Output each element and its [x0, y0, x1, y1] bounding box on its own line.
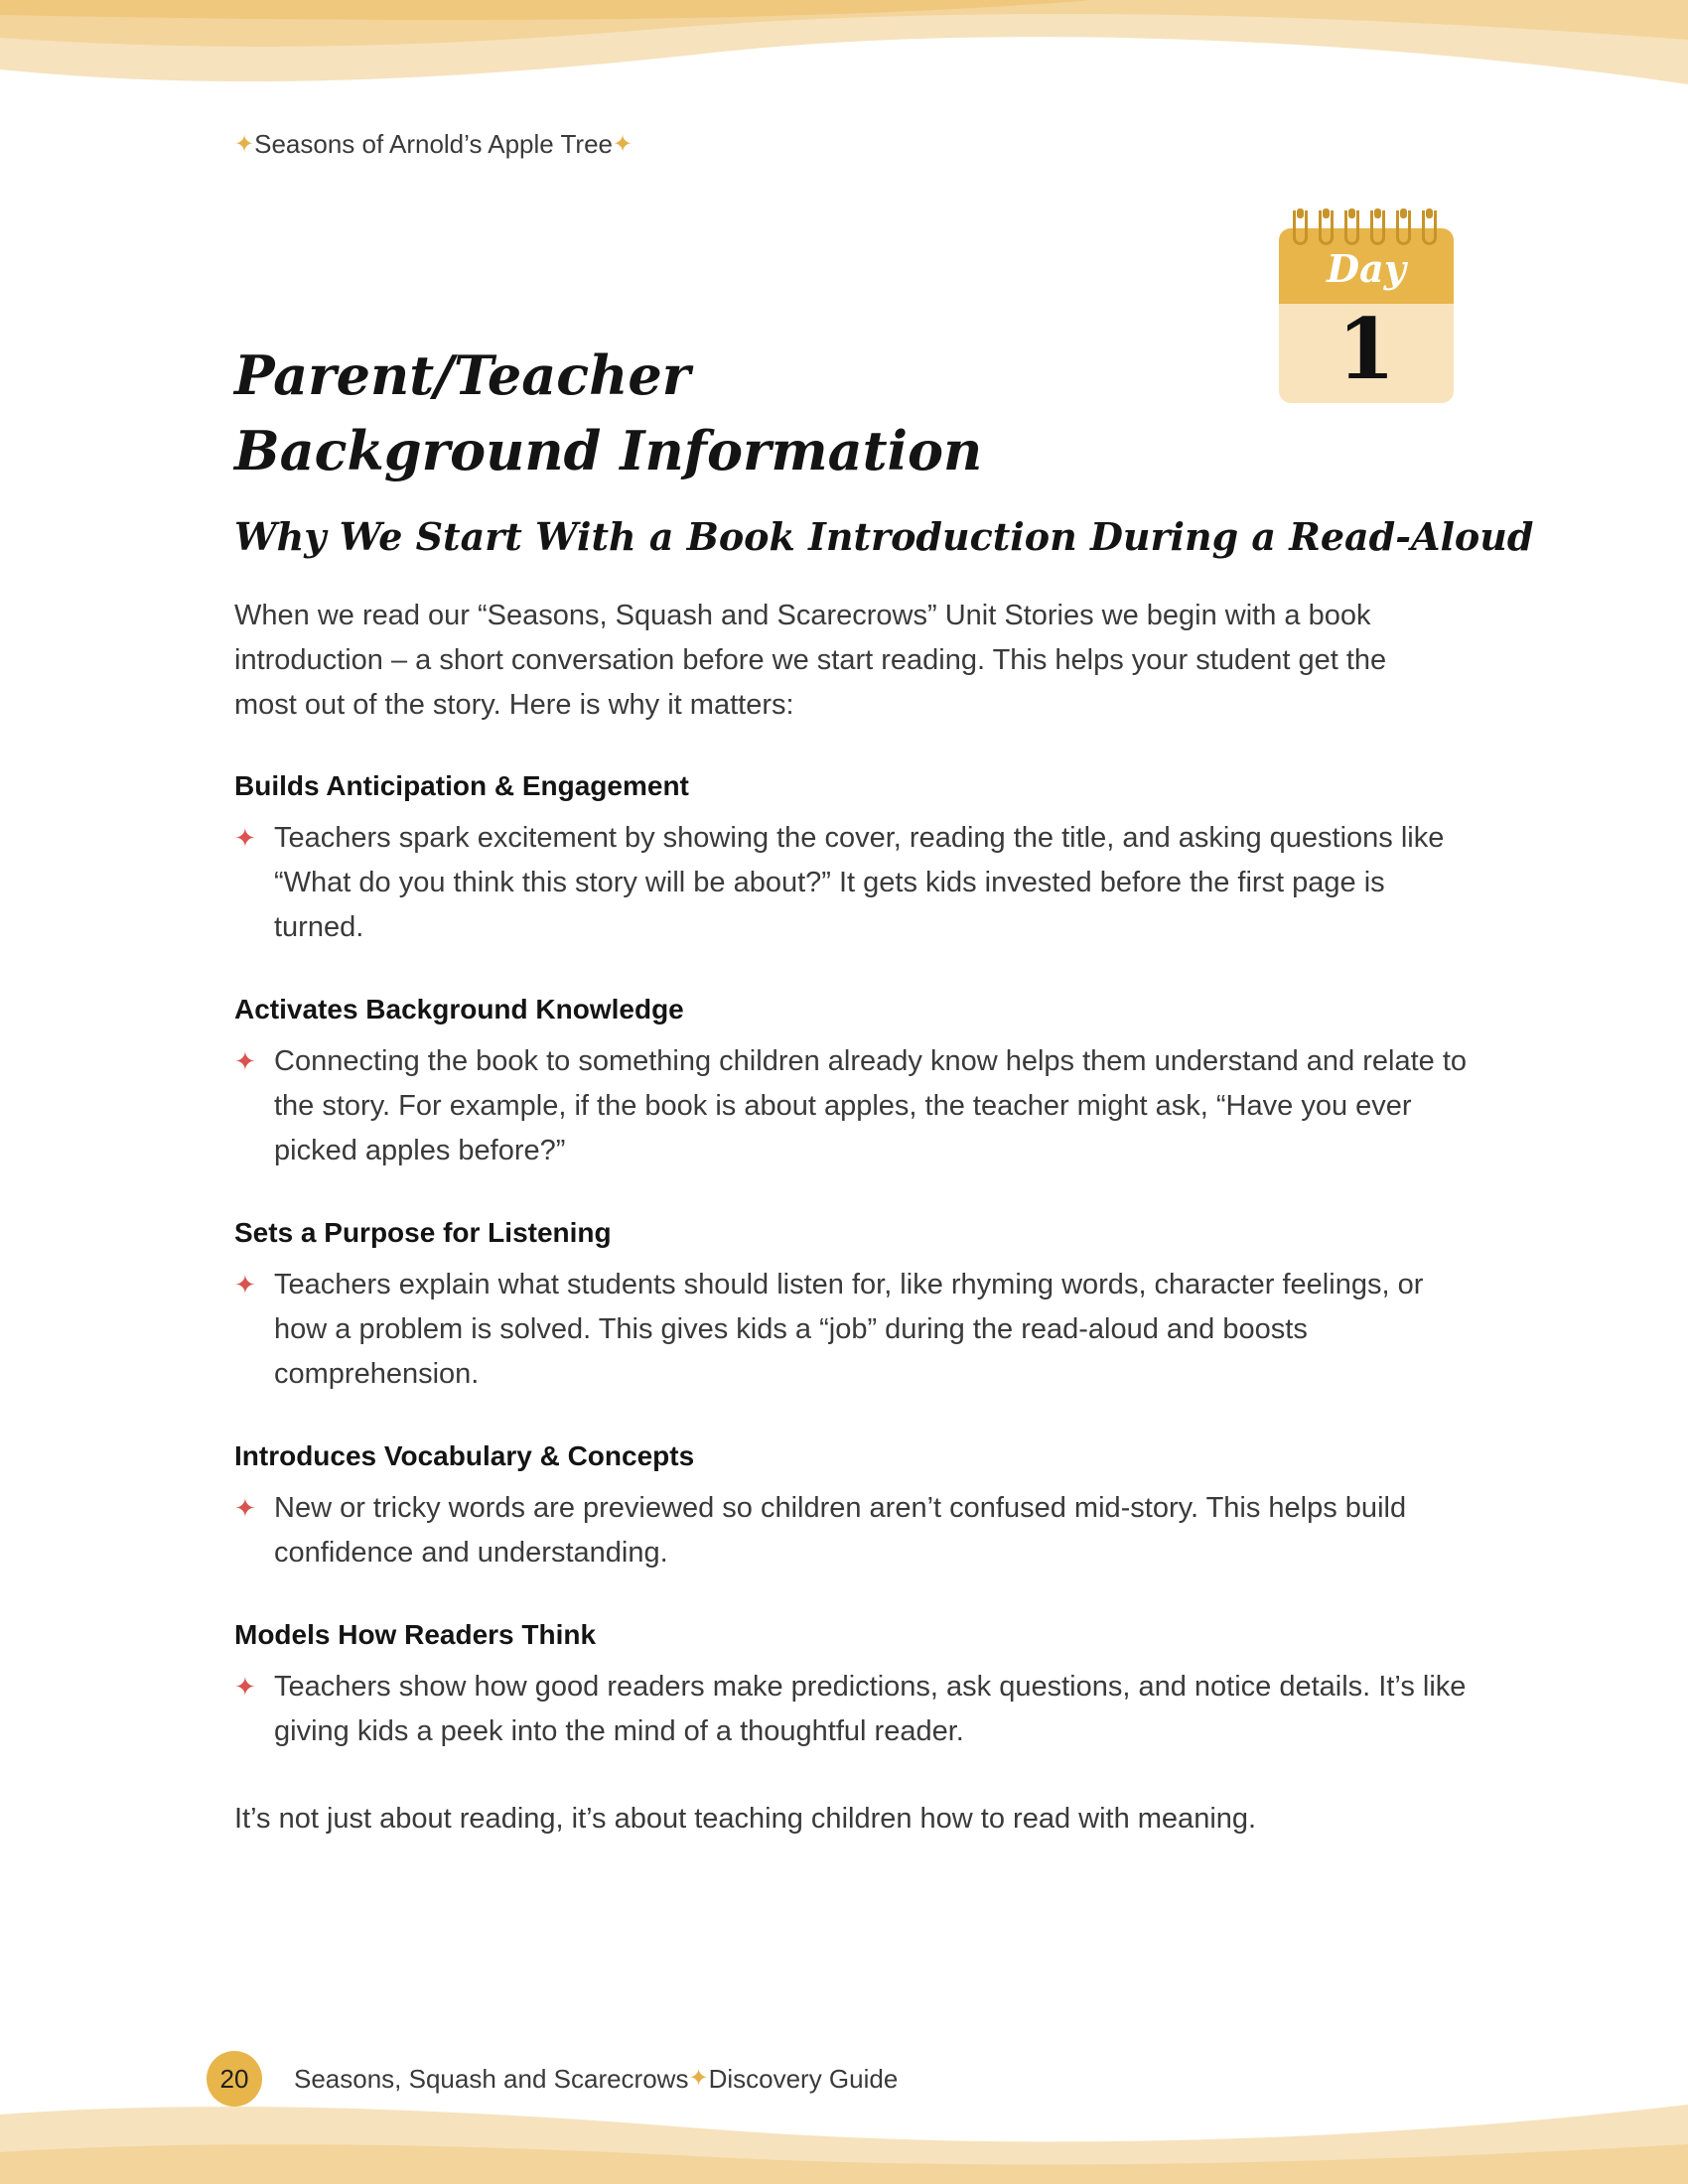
footer-title: [294, 2064, 898, 2095]
calendar-ring-icon: [1370, 210, 1385, 245]
day-calendar-badge: [1279, 210, 1454, 403]
section-heading: Activates Background Knowledge: [234, 994, 684, 1024]
four-point-star-icon: ✦: [688, 2065, 709, 2092]
calendar-ring-icon: [1396, 210, 1411, 245]
section-vocabulary: [234, 1436, 1476, 1575]
bullet-item: [234, 816, 1476, 950]
calendar-ring-icon: [1344, 210, 1359, 245]
calendar-ring-icon: [1422, 210, 1437, 245]
bullet-item: [234, 1486, 1476, 1575]
red-star-bullet-icon: ✦: [234, 1493, 256, 1523]
section-heading: Introduces Vocabulary & Concepts: [234, 1440, 695, 1471]
section-anticipation: [234, 766, 1476, 950]
bullet-item: [234, 1263, 1476, 1397]
bullet-text: Teachers spark excitement by showing the cover, reading the title, and asking questions like “What do you think this story will be about?” It gets kids invested before the first page is turned.: [274, 822, 1445, 943]
series-title: Seasons of Arnold’s Apple Tree: [254, 129, 613, 159]
series-header: [234, 129, 633, 160]
bullet-text: Connecting the book to something children already know helps them understand and relate to the story. For example, if the book is about apples, the teacher might ask, “Have you ever picked apples before?”: [274, 1045, 1468, 1166]
section-models: [234, 1615, 1476, 1754]
section-purpose: [234, 1213, 1476, 1397]
footer-book-title: Seasons, Squash and Scarecrows: [294, 2063, 689, 2094]
red-star-bullet-icon: ✦: [234, 1270, 256, 1299]
red-star-bullet-icon: ✦: [234, 823, 256, 853]
page-number-badge: 20: [207, 2051, 262, 2107]
bullet-text: New or tricky words are previewed so children aren’t confused mid-story. This helps build confidence and understanding.: [274, 1492, 1407, 1569]
section-heading: Sets a Purpose for Listening: [234, 1217, 612, 1248]
bullet-item: [234, 1665, 1476, 1754]
bullet-text: Teachers show how good readers make predictions, ask questions, and notice details. It’s like giving kids a peek into the mind of a thoughtful reader.: [274, 1671, 1467, 1747]
calendar-day-number: 1: [1336, 300, 1396, 398]
title-line-1: Parent/Teacher: [234, 343, 691, 407]
section-heading: Models How Readers Think: [234, 1619, 597, 1650]
four-point-star-icon: ✦: [613, 130, 633, 158]
closing-paragraph: It’s not just about reading, it’s about teaching children how to read with meaning.: [234, 1803, 1257, 1835]
calendar-ring-icon: [1293, 210, 1308, 245]
calendar-day-label: Day: [1327, 246, 1406, 291]
top-wave-decoration: [0, 0, 1688, 139]
title-line-2: Background Information: [234, 419, 983, 482]
calendar-ring-icon: [1319, 210, 1334, 245]
page-footer: [207, 2051, 898, 2107]
intro-paragraph: When we read our “Seasons, Squash and Scarecrows” Unit Stories we begin with a book introduction – a short conversation before we start reading. This helps your student get the most out of the story. Here is why it matters:: [234, 600, 1387, 721]
red-star-bullet-icon: ✦: [234, 1046, 256, 1076]
four-point-star-icon: ✦: [234, 130, 255, 158]
red-star-bullet-icon: ✦: [234, 1672, 256, 1702]
footer-guide-title: Discovery Guide: [708, 2063, 899, 2094]
page-title: [234, 338, 1227, 488]
section-heading: Builds Anticipation & Engagement: [234, 770, 689, 801]
bullet-item: [234, 1039, 1476, 1173]
bullet-text: Teachers explain what students should listen for, like rhyming words, character feelings, or how a problem is solved. This gives kids a “job” during the read-aloud and boosts comprehension.: [274, 1269, 1424, 1390]
section-subtitle: Why We Start With a Book Introduction During a Read-Aloud: [234, 514, 1534, 559]
section-background-knowledge: [234, 990, 1476, 1173]
